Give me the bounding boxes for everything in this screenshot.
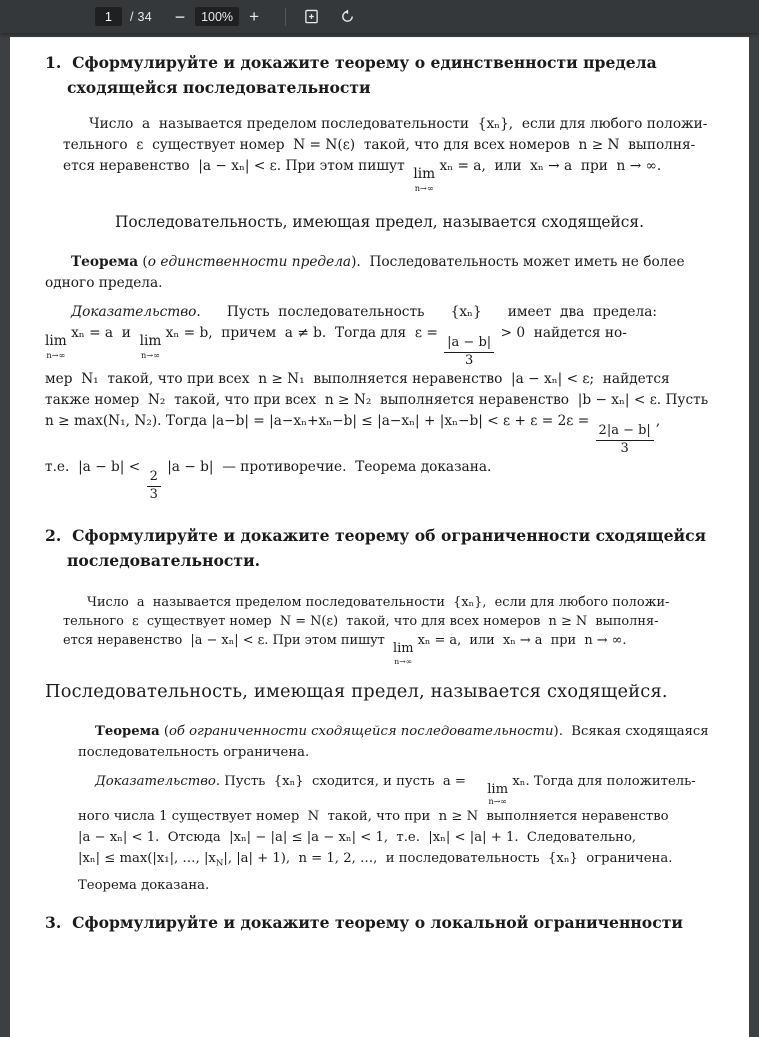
doc-text: тельного ε существует номер N = N(ε) такой, что для всех номеров n ≥ N выполня- xyxy=(63,613,659,629)
doc-text: одного предела. xyxy=(45,274,163,291)
doc-line xyxy=(78,875,714,896)
doc-line xyxy=(45,679,714,705)
doc-text: > 0 найдется но- xyxy=(496,324,627,341)
pdf-toolbar xyxy=(0,0,759,33)
limit-notation: lim n→∞ xyxy=(393,640,414,666)
zoom-level: 100% xyxy=(195,7,239,26)
proof-boundedness xyxy=(78,771,714,896)
limit-notation: lim n→∞ xyxy=(139,332,162,360)
doc-line xyxy=(45,323,714,369)
rotate-button[interactable] xyxy=(335,5,359,29)
viewer-background xyxy=(0,37,759,933)
question-1-heading xyxy=(45,50,714,100)
theorem-uniqueness xyxy=(45,252,714,294)
doc-text: также номер N₂ такой, что при всех n ≥ N₂ выполняется неравенство |b − xₙ| < ε. Пусть xyxy=(45,391,709,408)
proof-uniqueness xyxy=(45,302,714,503)
doc-text: мер N₁ такой, что при всех n ≥ N₁ выполняется неравенство |a − xₙ| < ε; найдется xyxy=(45,370,670,387)
doc-text: xₙ = a, или xₙ → a при n → ∞. xyxy=(413,632,627,648)
question-3-heading xyxy=(45,910,714,935)
doc-text: сходящейся последовательности xyxy=(67,78,371,97)
fit-page-button[interactable] xyxy=(299,5,323,29)
doc-line xyxy=(78,806,714,827)
doc-line xyxy=(63,593,670,612)
doc-line xyxy=(63,114,708,135)
doc-line xyxy=(45,369,714,390)
doc-line xyxy=(45,50,714,75)
limit-notation: lim n→∞ xyxy=(487,782,509,807)
zoom-out-button[interactable]: − xyxy=(168,5,192,29)
doc-line xyxy=(78,827,714,848)
convergent-definition-line xyxy=(45,210,714,234)
doc-text: ). Последовательность может иметь не более xyxy=(351,253,685,270)
doc-text: Теорема xyxy=(71,253,139,270)
doc-line xyxy=(45,411,714,457)
doc-line xyxy=(45,273,714,294)
theorem-boundedness xyxy=(78,721,714,763)
doc-text: Теорема доказана. xyxy=(78,878,210,894)
pdf-page xyxy=(10,37,749,1037)
fraction: $\frac{|a - b|}{3}$ xyxy=(444,336,494,369)
limit-notation: lim n→∞ xyxy=(45,332,67,360)
doc-line xyxy=(67,548,714,573)
doc-text: последовательность ограничена. xyxy=(78,745,310,761)
convergent-definition-line-2 xyxy=(45,679,714,705)
doc-text: n ≥ max(N₁, N₂). Тогда |a−b| = |a−xₙ+xₙ−b| ≤ |a−xₙ| + |xₙ−b| < ε + ε = 2ε = xyxy=(45,412,594,429)
doc-text: xₙ = a, или xₙ → a при n → ∞. xyxy=(435,158,662,174)
doc-text: ного числа 1 существует номер N такой, что при n ≥ N выполняется неравенство xyxy=(78,809,669,825)
doc-line xyxy=(63,135,704,156)
doc-line xyxy=(63,612,664,631)
doc-text: тельного ε существует номер N = N(ε) такой, что для всех номеров n ≥ N выполня- xyxy=(63,137,696,153)
toolbar-divider xyxy=(285,8,286,26)
doc-text: ется неравенство |a − xₙ| < ε. При этом пишут xyxy=(63,158,414,174)
doc-text: о единственности предела xyxy=(147,253,352,270)
doc-text: ). Всякая сходящаяся xyxy=(553,724,709,740)
doc-line xyxy=(78,848,714,875)
doc-line xyxy=(78,742,714,763)
doc-line xyxy=(45,302,714,323)
fit-to-page-icon xyxy=(304,9,319,24)
doc-line xyxy=(45,390,714,411)
doc-text: Теорема xyxy=(95,724,160,740)
doc-text: т.е. |a − b| < xyxy=(45,458,145,475)
doc-line xyxy=(63,156,704,192)
doc-text: Последовательность, имеющая предел, называется сходящейся. xyxy=(45,681,668,703)
page-number-input[interactable] xyxy=(95,7,122,26)
doc-text: |a − xₙ| < 1. Отсюда |xₙ| − |a| ≤ |a − xₙ| < 1, т.е. |xₙ| < |a| + 1. Следовательно, xyxy=(78,830,637,846)
doc-line xyxy=(45,252,714,273)
doc-text: Число a называется пределом последовательности {xₙ}, если для любого положи- xyxy=(89,116,708,132)
doc-line xyxy=(45,210,714,234)
doc-text: Пусть {xₙ} сходится, и пусть a = xyxy=(220,774,471,790)
doc-text: 1. Сформулируйте и докажите теорему о единственности предела xyxy=(45,53,657,72)
doc-text: Пусть последовательность {xₙ} имеет два предела: xyxy=(200,303,657,320)
page-count-label: / 34 xyxy=(130,9,153,24)
doc-text: |a − b| — противоречие. Теорема доказана. xyxy=(162,458,492,475)
doc-text: Доказательство. xyxy=(95,774,221,790)
doc-text: xₙ = b, причем a ≠ b. Тогда для ε = xyxy=(161,324,443,341)
doc-text: ( xyxy=(159,724,169,740)
doc-text: 2. Сформулируйте и докажите теорему об ограниченности сходящейся xyxy=(45,525,707,545)
doc-text: Доказательство. xyxy=(71,303,201,320)
limit-notation: lim n→∞ xyxy=(413,166,436,193)
doc-text: ( xyxy=(138,253,148,270)
doc-text: Последовательность, имеющая предел, называется сходящейся. xyxy=(115,212,644,231)
rotate-counterclockwise-icon xyxy=(340,9,355,24)
limit-definition-paragraph-2 xyxy=(63,593,670,666)
doc-text: |xₙ| ≤ max(|x₁|, …, |x xyxy=(78,851,216,867)
doc-line xyxy=(63,631,664,666)
doc-text: xₙ = a и xyxy=(66,324,140,341)
doc-line xyxy=(45,910,714,935)
doc-text: об ограниченности сходящейся последовательности xyxy=(168,724,554,740)
doc-line xyxy=(45,523,714,548)
doc-line xyxy=(78,771,714,806)
doc-text: 3. Сформулируйте и докажите теорему о локальной ограниченности xyxy=(45,913,683,933)
doc-line xyxy=(78,721,714,742)
doc-line xyxy=(45,457,714,503)
doc-text: Число a называется пределом последовательности {xₙ}, если для любого положи- xyxy=(87,594,670,610)
doc-text: |, |a| + 1), n = 1, 2, …, и последовательность {xₙ} ограничена. xyxy=(223,851,673,867)
doc-text: последовательности. xyxy=(67,550,261,570)
question-2-heading xyxy=(45,523,714,573)
fraction: $\frac{2}{3}$ xyxy=(147,470,161,503)
doc-text: , xyxy=(655,412,661,429)
zoom-in-button[interactable]: + xyxy=(242,5,266,29)
doc-text: ется неравенство |a − xₙ| < ε. При этом пишут xyxy=(63,632,393,648)
fraction: $\frac{2|a - b|}{3}$ xyxy=(596,424,654,457)
subscript: N xyxy=(215,859,224,870)
doc-line xyxy=(67,75,714,100)
limit-definition-paragraph xyxy=(63,114,708,193)
doc-text: xₙ. Тогда для положитель- xyxy=(508,774,696,790)
